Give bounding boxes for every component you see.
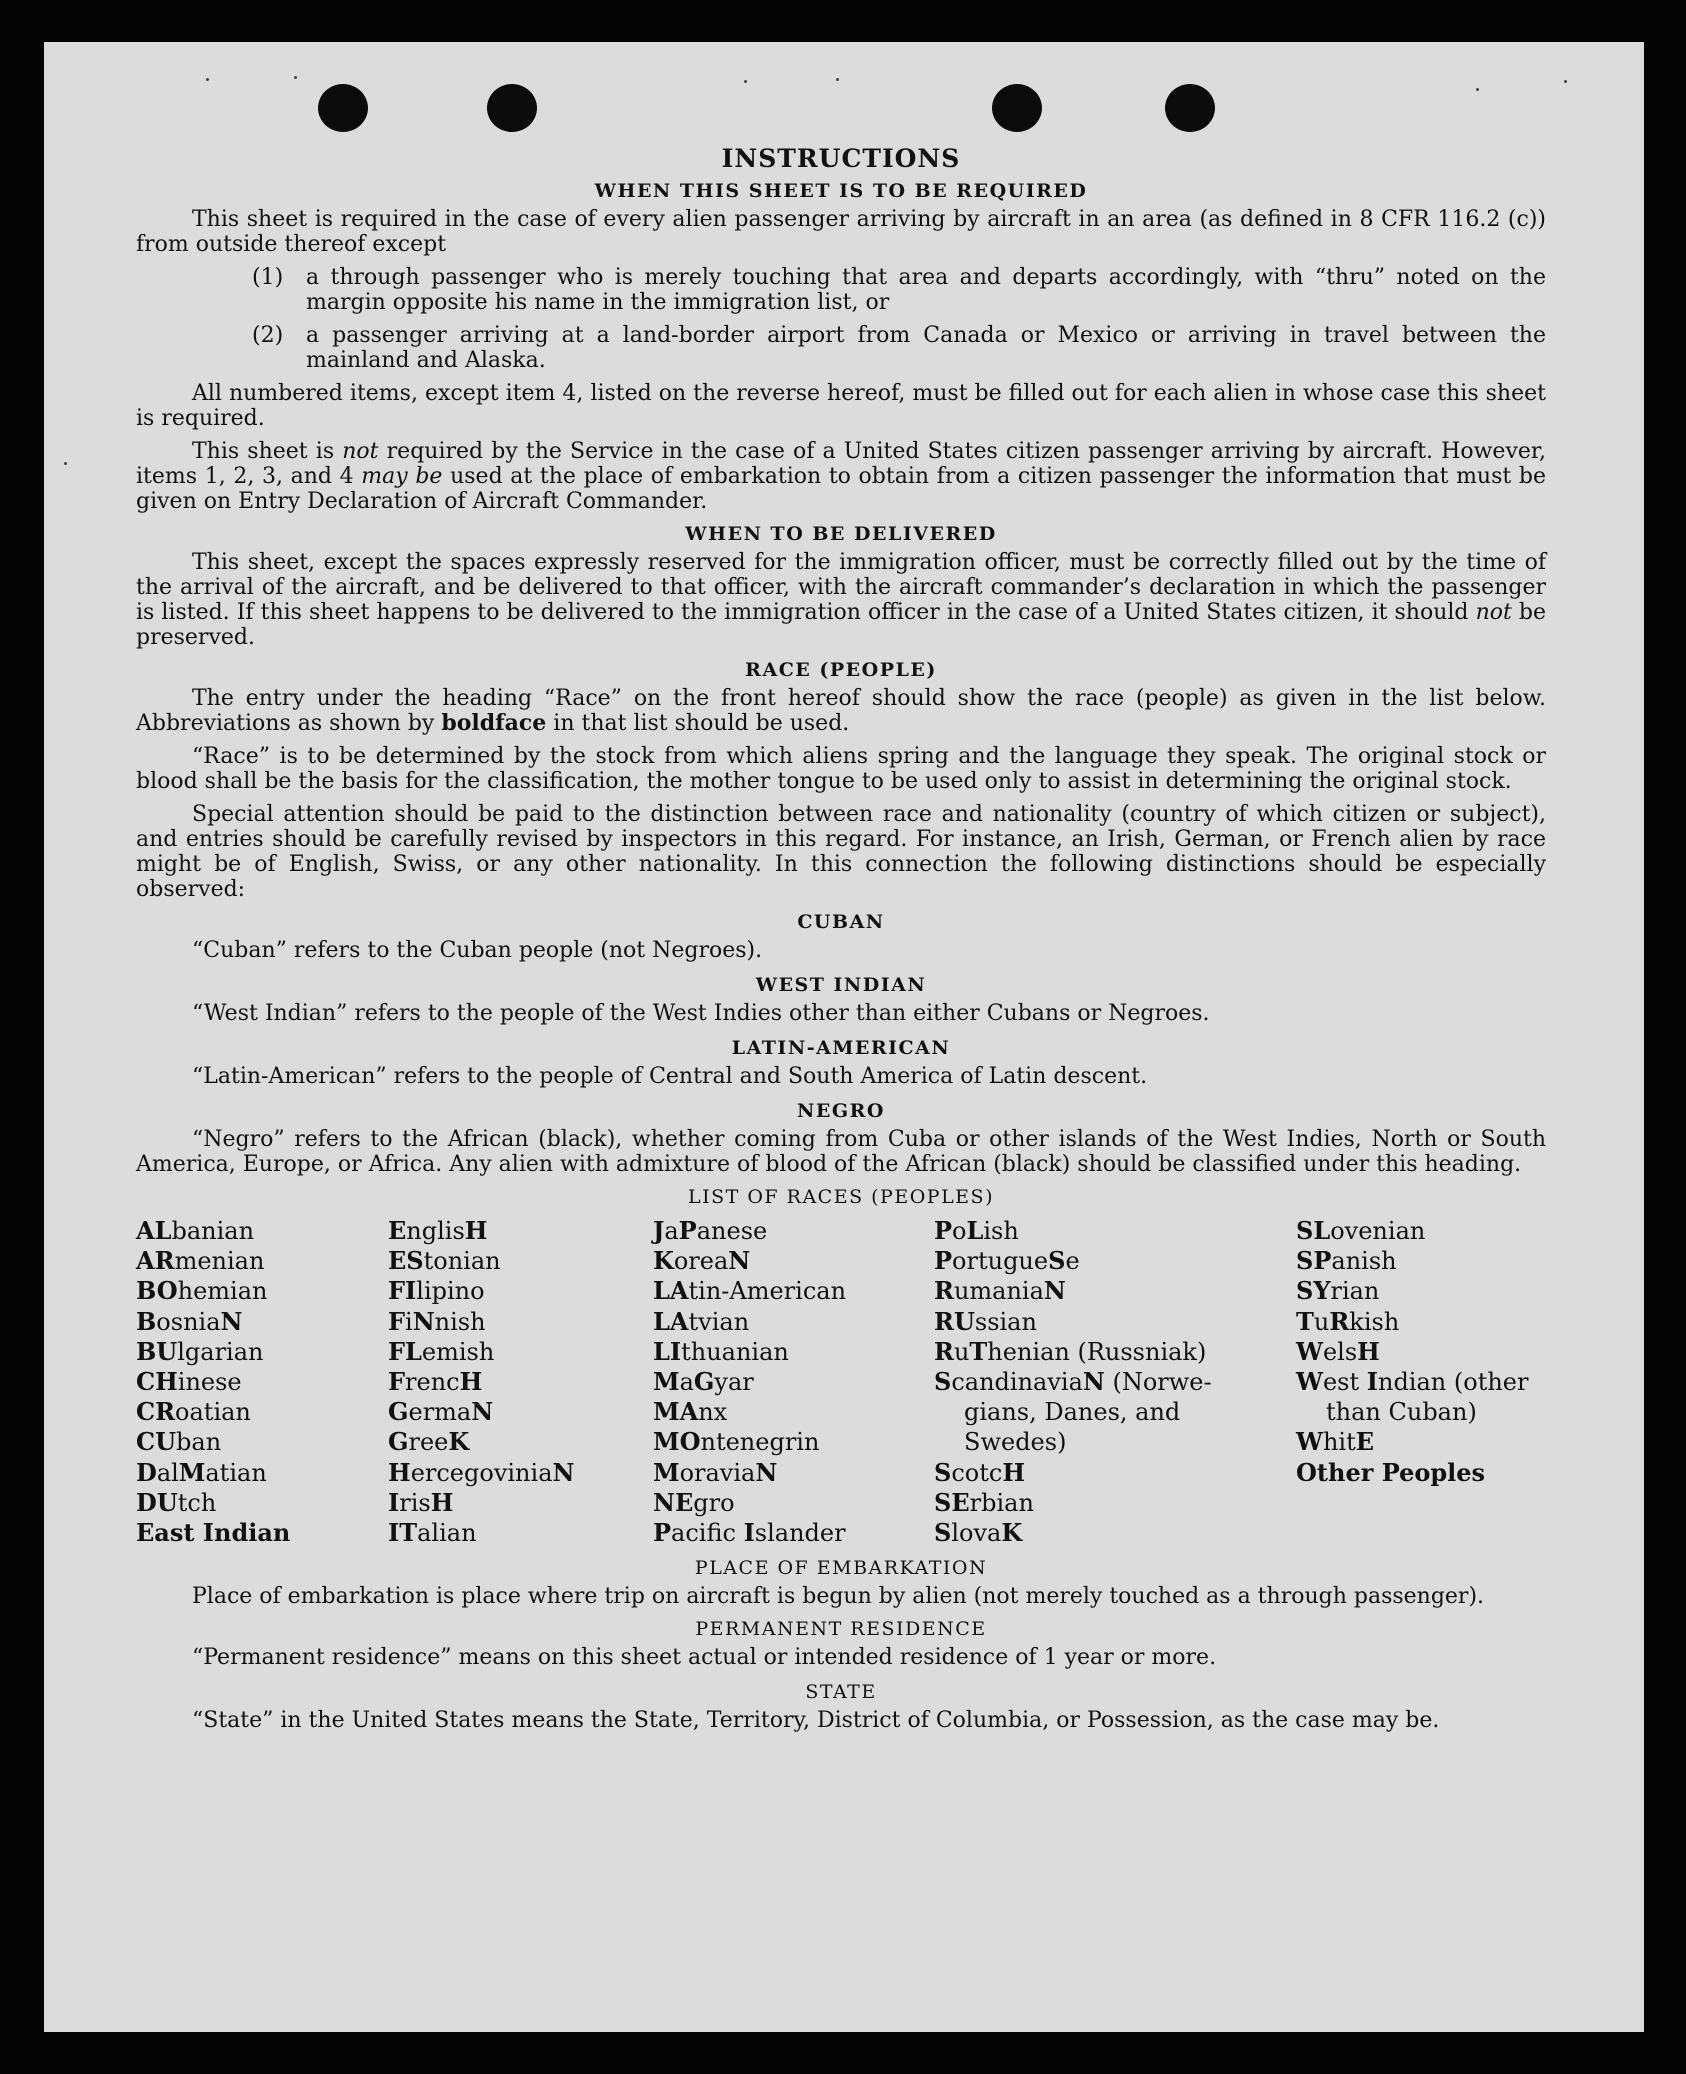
- when-required-intro: This sheet is required in the case of every alien passenger arriving by aircraft in an area (as defined in 8 CFR 116.2 (c)) from outside thereof except: [136, 207, 1546, 257]
- race-entry: MaGyar: [653, 1367, 754, 1397]
- when-delivered-paragraph: This sheet, except the spaces expressly reserved for the immigration officer, must be correctly filled out by the time of the arrival of the aircraft, and be delivered to that officer, with the aircraft commander’s declaration in which the passenger is listed. If this sheet happens to be delivered to the immigration officer in the case of a United States citizen, it should not be preserved.: [136, 550, 1547, 650]
- instructions-content: [136, 102, 1546, 1741]
- race-entry: ScotcH: [934, 1457, 1026, 1487]
- race-entry: PoLish: [934, 1216, 1019, 1245]
- races-list: [136, 1216, 1546, 1548]
- negro-definition: “Negro” refers to the African (black), whether coming from Cuba or other islands of the West Indies, North or South America, Europe, or Africa. Any alien with admixture of blood of the African (black) should be classified under this heading.: [136, 1127, 1546, 1177]
- race-entry: West Indian (other: [1296, 1367, 1529, 1397]
- race-entry: LIthuanian: [653, 1336, 789, 1366]
- race-entry: RUssian: [934, 1306, 1037, 1336]
- race-paragraph-2: “Race” is to be determined by the stock from which aliens spring and the language they speak. The original stock or blood shall be the basis for the classification, the mother tongue to be used only to assist in determining the original stock.: [136, 744, 1546, 794]
- race-entry: FLemish: [388, 1336, 495, 1366]
- race-entry: BUlgarian: [136, 1336, 264, 1366]
- race-entry: ITalian: [388, 1518, 477, 1548]
- race-entry: Swedes): [964, 1428, 1067, 1457]
- exception-item-1: [136, 265, 1546, 315]
- race-entry: RuThenian (Russniak): [934, 1336, 1207, 1366]
- races-column-4: [934, 1216, 1296, 1548]
- race-entry: EStonian: [388, 1246, 501, 1276]
- item-text: a passenger arriving at a land-border airport from Canada or Mexico or arriving in travel between the mainland and Alaska.: [306, 323, 1546, 373]
- section-heading-permanent-residence: PERMANENT RESIDENCE: [695, 1618, 987, 1641]
- race-entry: BosniaN: [136, 1306, 243, 1336]
- race-entry: IrisH: [388, 1487, 454, 1517]
- west-indian-definition: “West Indian” refers to the people of the West Indies other than either Cubans or Negroes.: [192, 1001, 1210, 1026]
- race-entry: WhitE: [1296, 1427, 1375, 1457]
- race-paragraph-3: Special attention should be paid to the distinction between race and nationality (country of which citizen or subject), and entries should be carefully revised by inspectors in this regard. For instance, an Irish, German, or French alien by race might be of English, Swiss, or any other nationality. In this connection the following distinctions should be especially observed:: [136, 802, 1546, 902]
- permanent-residence-definition: “Permanent residence” means on this sheet actual or intended residence of 1 year or more.: [192, 1645, 1217, 1671]
- section-heading-when-delivered: WHEN TO BE DELIVERED: [685, 523, 997, 545]
- race-entry: Pacific Islander: [653, 1518, 846, 1548]
- speck: [294, 76, 297, 79]
- race-entry: EnglisH: [388, 1216, 488, 1245]
- section-heading-latin-american: LATIN-AMERICAN: [731, 1037, 951, 1059]
- race-entry: WelsH: [1296, 1336, 1380, 1366]
- state-definition: “State” in the United States means the State, Territory, District of Columbia, or Possession, as the case may be.: [192, 1708, 1440, 1734]
- race-entry: KoreaN: [653, 1246, 751, 1276]
- speck: [1476, 88, 1479, 91]
- race-entry: Other Peoples: [1296, 1457, 1486, 1487]
- latin-american-definition: “Latin-American” refers to the people of Central and South America of Latin descent.: [192, 1064, 1148, 1089]
- embarkation-paragraph: Place of embarkation is place where trip on aircraft is begun by alien (not merely touched as a through passenger).: [192, 1584, 1485, 1610]
- race-entry: SlovaK: [934, 1518, 1023, 1548]
- race-entry: CUban: [136, 1427, 222, 1457]
- section-heading-list-of-races: LIST OF RACES (PEOPLES): [688, 1186, 994, 1208]
- races-column-5: [1296, 1216, 1546, 1548]
- race-entry: PortugueSe: [934, 1246, 1080, 1276]
- numbered-items-paragraph: All numbered items, except item 4, listed on the reverse hereof, must be filled out for each alien in whose case this sheet is required.: [136, 381, 1546, 431]
- section-heading-embarkation: PLACE OF EMBARKATION: [694, 1557, 988, 1580]
- races-column-2: [388, 1216, 653, 1548]
- race-entry: TuRkish: [1296, 1306, 1400, 1336]
- speck: [744, 80, 747, 83]
- race-entry: MoraviaN: [653, 1457, 778, 1487]
- race-entry: ScandinaviaN (Norwe-: [934, 1367, 1212, 1397]
- race-entry: FrencH: [388, 1367, 483, 1397]
- section-heading-negro: NEGRO: [797, 1100, 885, 1122]
- race-entry: LAtin-American: [653, 1276, 847, 1306]
- race-entry: SYrian: [1296, 1276, 1380, 1306]
- race-entry: gians, Danes, and: [964, 1398, 1181, 1427]
- speck: [836, 78, 839, 81]
- document-sheet: [44, 42, 1644, 2032]
- section-heading-cuban: CUBAN: [797, 911, 885, 933]
- page-title: INSTRUCTIONS: [721, 144, 961, 173]
- race-entry: MAnx: [653, 1397, 728, 1427]
- exception-item-2: [136, 323, 1546, 373]
- citizen-paragraph: This sheet is not required by the Service in the case of a United States citizen passenger arriving by aircraft. However, items 1, 2, 3, and 4 may be used at the place of embarkation to obtain from a citizen passenger the information that must be given on Entry Declaration of Aircraft Commander.: [136, 439, 1546, 514]
- speck: [206, 78, 209, 81]
- race-entry: MOntenegrin: [653, 1427, 820, 1457]
- race-entry: HercegoviniaN: [388, 1457, 575, 1487]
- race-entry: FIlipino: [388, 1276, 485, 1306]
- race-entry: SPanish: [1296, 1246, 1397, 1276]
- race-entry: than Cuban): [1326, 1398, 1477, 1427]
- race-entry: SErbian: [934, 1487, 1034, 1517]
- section-heading-race: RACE (PEOPLE): [745, 659, 937, 681]
- race-entry: GermaN: [388, 1397, 494, 1427]
- race-entry: CRoatian: [136, 1397, 251, 1427]
- race-entry: BOhemian: [136, 1276, 268, 1306]
- race-entry: DalMatian: [136, 1457, 267, 1487]
- speck: [1564, 80, 1567, 83]
- race-entry: RumaniaN: [934, 1276, 1066, 1306]
- race-entry: NEgro: [653, 1487, 735, 1517]
- race-entry: East Indian: [136, 1518, 291, 1548]
- item-number: (1): [252, 265, 284, 290]
- race-entry: FiNnish: [388, 1306, 486, 1336]
- item-text: a through passenger who is merely touching that area and departs accordingly, with “thru” noted on the margin opposite his name in the immigration list, or: [306, 265, 1546, 315]
- race-entry: SLovenian: [1296, 1216, 1426, 1245]
- race-entry: CHinese: [136, 1367, 242, 1397]
- races-column-1: [136, 1216, 388, 1548]
- speck: [64, 462, 67, 465]
- race-entry: GreeK: [388, 1427, 470, 1457]
- cuban-definition: “Cuban” refers to the Cuban people (not Negroes).: [192, 938, 763, 963]
- race-entry: ARmenian: [136, 1246, 265, 1276]
- race-entry: DUtch: [136, 1487, 217, 1517]
- section-heading-state: STATE: [805, 1681, 877, 1704]
- race-entry: LAtvian: [653, 1306, 750, 1336]
- races-column-3: [653, 1216, 934, 1548]
- section-heading-when-required: WHEN THIS SHEET IS TO BE REQUIRED: [594, 180, 1088, 202]
- race-entry: ALbanian: [136, 1216, 255, 1245]
- race-paragraph-1: The entry under the heading “Race” on the front hereof should show the race (people) as given in the list below. Abbreviations as shown by boldface in that list should be used.: [136, 686, 1546, 736]
- section-heading-west-indian: WEST INDIAN: [755, 974, 927, 996]
- item-number: (2): [252, 323, 284, 348]
- race-entry: JaPanese: [653, 1216, 768, 1245]
